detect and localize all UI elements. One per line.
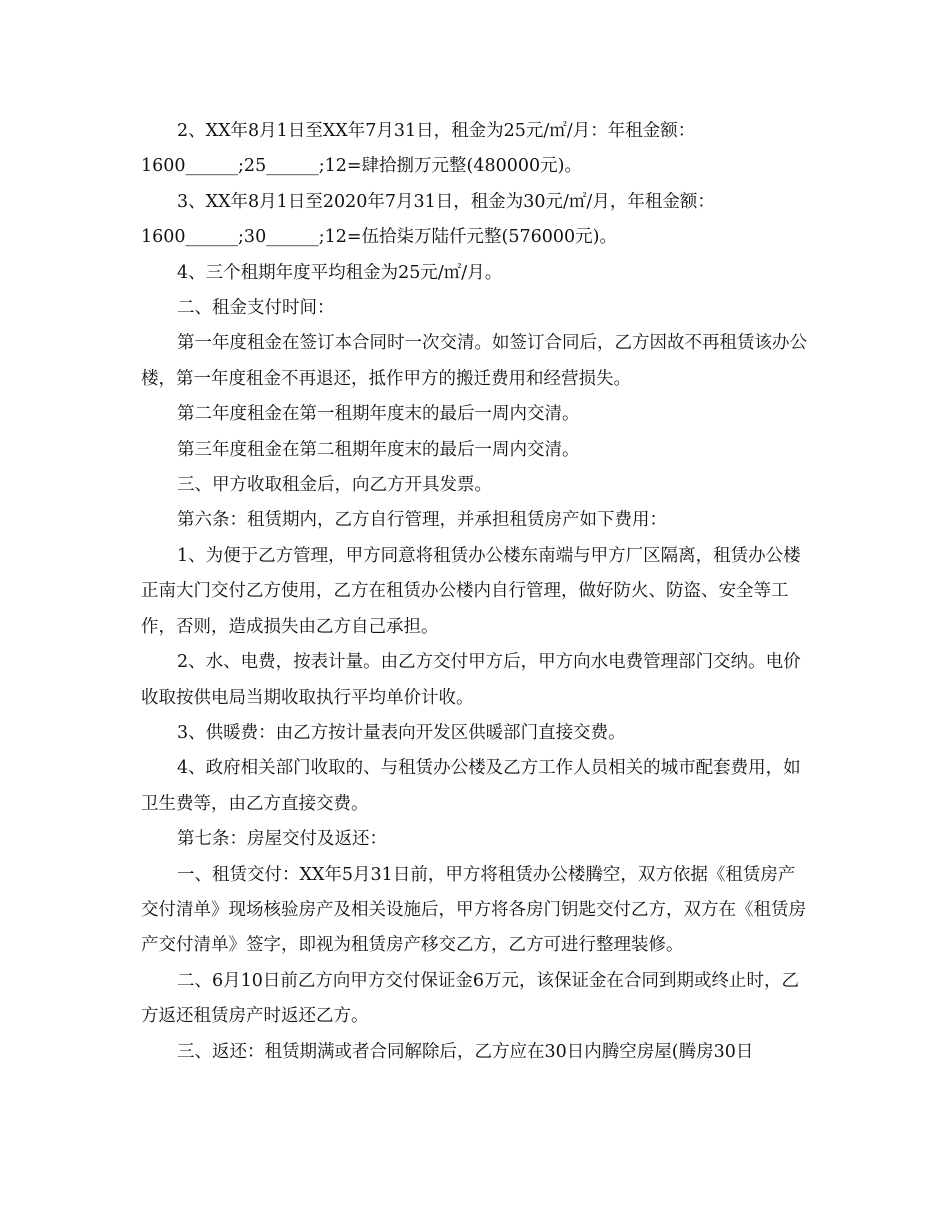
paragraph-second-year-payment: 第二年度租金在第一租期年度末的最后一周内交清。 [177,404,580,425]
paragraph-rent-period-3: 3、XX年8月1日至2020年7月31日，租金为30元/㎡/月，年租金额： [177,191,715,212]
paragraph-rent-calc-3: 1600______;30______;12=伍拾柒万陆仟元整(576000元)。 [141,227,617,248]
paragraph-management: 1、为便于乙方管理，甲方同意将租赁办公楼东南端与甲方厂区隔离，租赁办公楼正南大门交付乙方使用，乙方在租赁办公楼内自行管理，做好防火、防盗、安全等工作，否则，造成损失由乙方自己承担。 [141,545,801,637]
article-seven-heading: 第七条：房屋交付及返还： [177,829,387,850]
paragraph-third-year-payment: 第三年度租金在第二租期年度末的最后一周内交清。 [177,439,580,460]
paragraph-average-rent: 4、三个租期年度平均租金为25元/㎡/月。 [177,262,503,283]
section-heading-invoice: 三、甲方收取租金后，向乙方开具发票。 [177,475,492,496]
paragraph-lease-delivery: 一、租赁交付：XX年5月31日前，甲方将租赁办公楼腾空，双方依据《租赁房产交付清单》现场核验房产及相关设施后，甲方将各房门钥匙交付乙方，双方在《租赁房产交付清单》签字，即视为租赁房产移交乙方，乙方可进行整理装修。 [141,864,806,956]
paragraph-utilities: 2、水、电费，按表计量。由乙方交付甲方后，甲方向水电费管理部门交纳。电价收取按供电局当期收取执行平均单价计收。 [141,652,801,708]
section-heading-payment-time: 二、租金支付时间： [177,298,335,319]
document-body [141,114,811,1070]
paragraph-city-fees: 4、政府相关部门收取的、与租赁办公楼及乙方工作人员相关的城市配套费用，如卫生费等，由乙方直接交费。 [141,758,801,814]
paragraph-deposit: 二、6月10日前乙方向甲方交付保证金6万元，该保证金在合同到期或终止时，乙方返还租赁房产时返还乙方。 [141,970,800,1027]
paragraph-return: 三、返还：租赁期满或者合同解除后，乙方应在30日内腾空房屋(腾房30日 [177,1041,754,1062]
paragraph-rent-period-2: 2、XX年8月1日至XX年7月31日，租金为25元/㎡/月：年租金额： [177,121,696,141]
article-six-heading: 第六条：租赁期内，乙方自行管理，并承担租赁房产如下费用： [177,510,667,531]
paragraph-rent-calc-2: 1600______;25______;12=肆拾捌万元整(480000元)。 [141,156,582,177]
paragraph-first-year-payment: 第一年度租金在签订本合同时一次交清。如签订合同后，乙方因故不再租赁该办公楼，第一年度租金不再退还，抵作甲方的搬迁费用和经营损失。 [141,333,807,389]
paragraph-heating: 3、供暖费：由乙方按计量表向开发区供暖部门直接交费。 [177,722,626,743]
